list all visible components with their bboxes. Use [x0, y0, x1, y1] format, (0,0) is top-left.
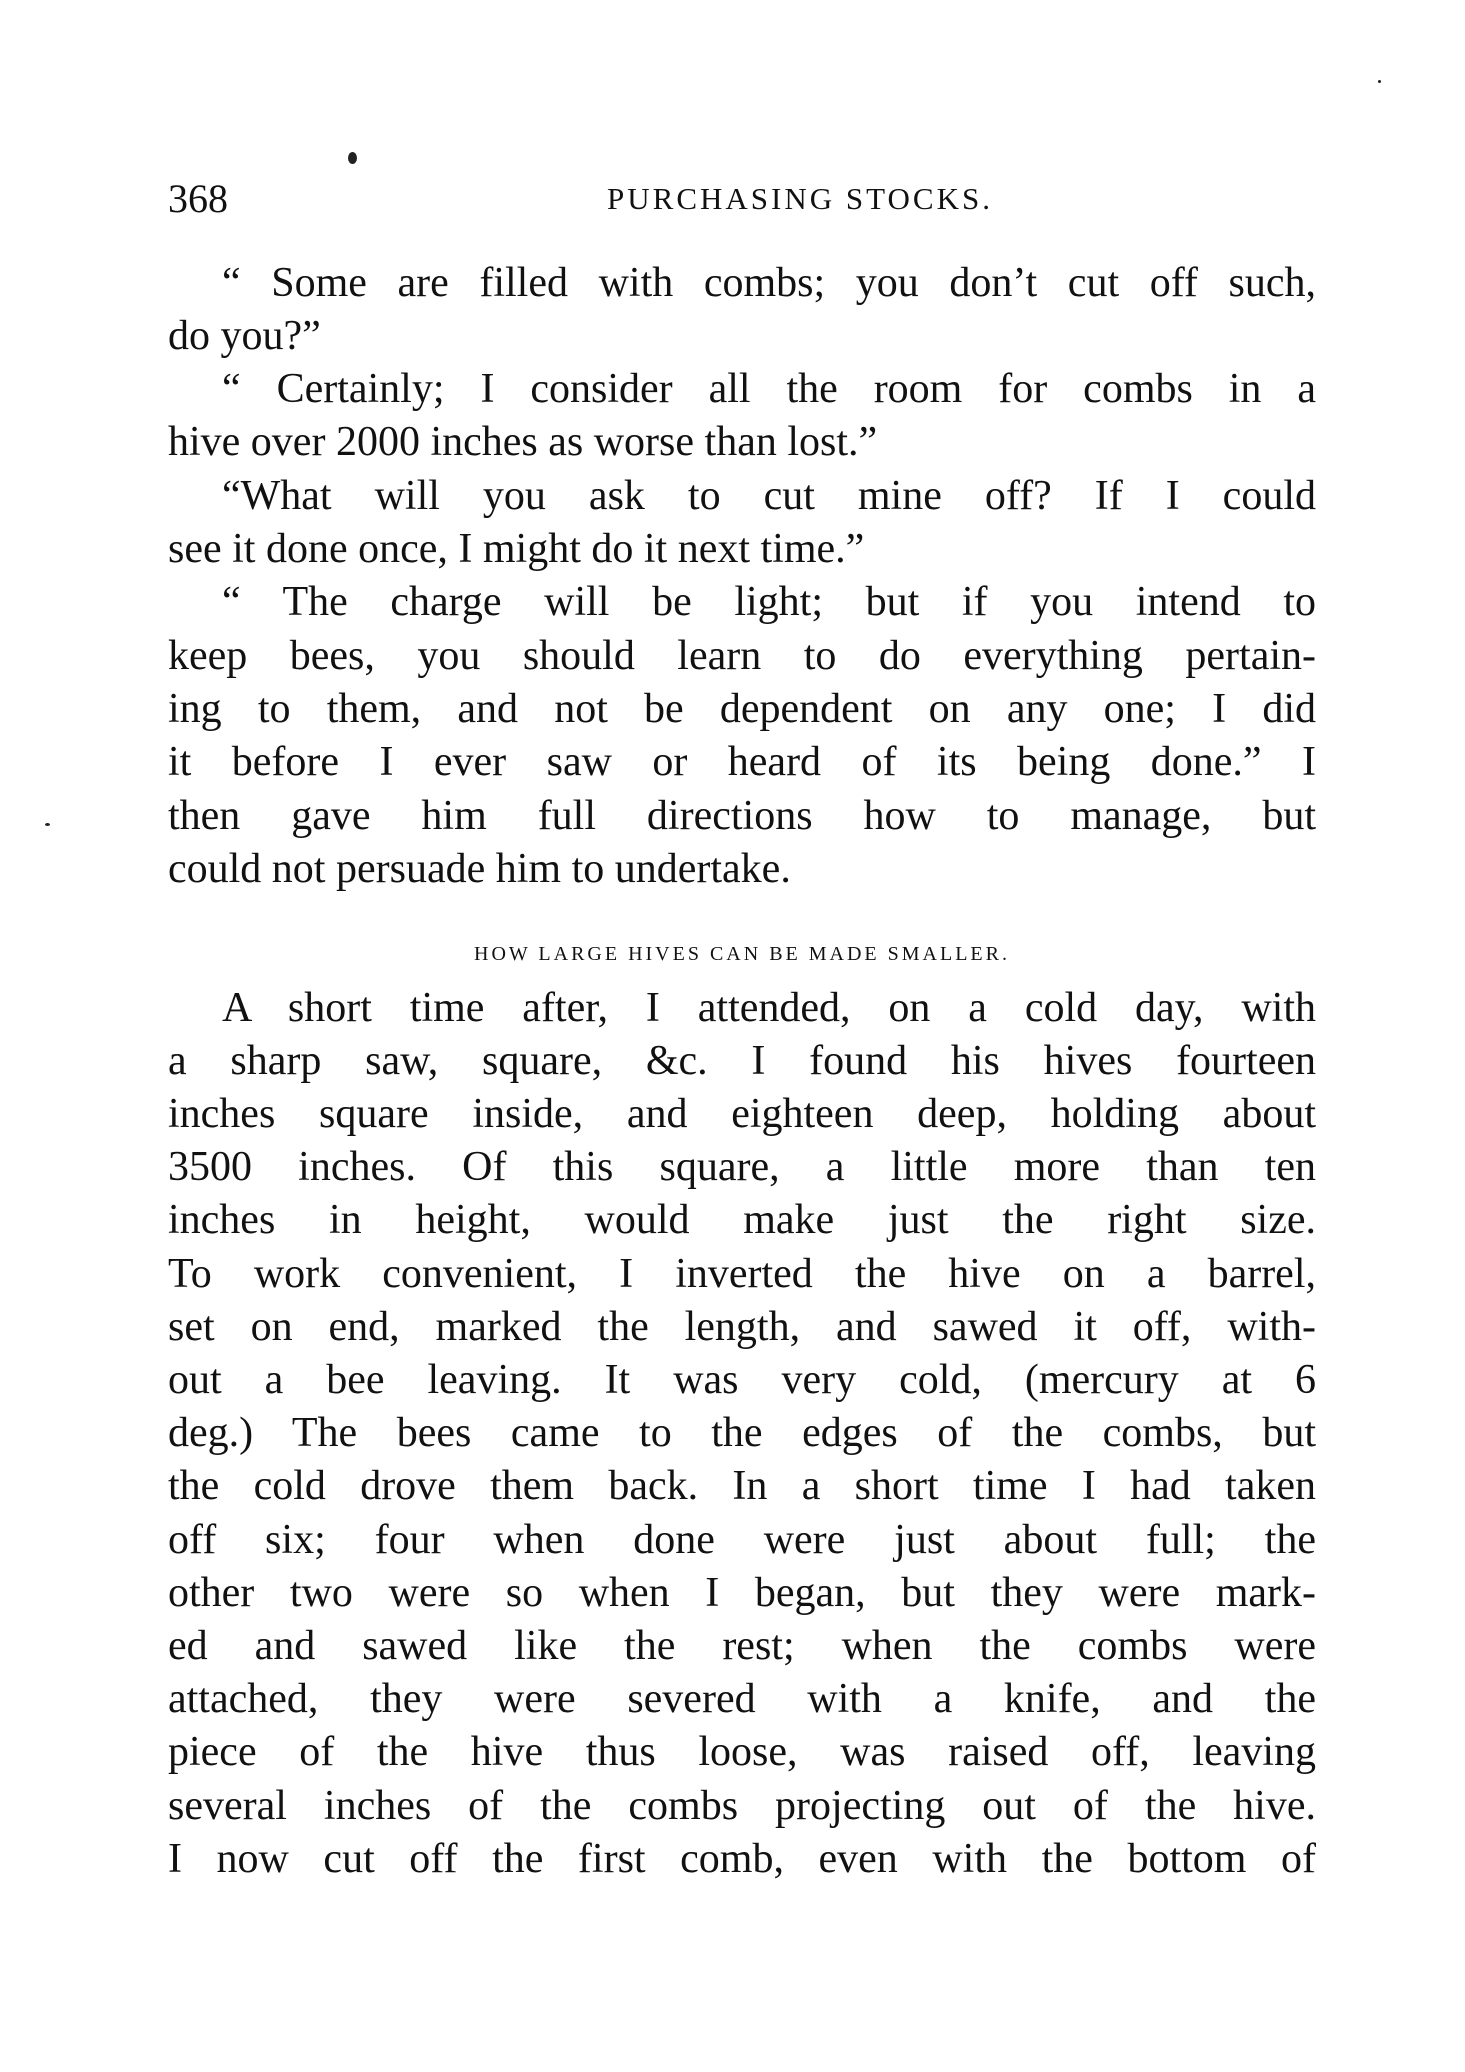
text-line: “ Certainly; I consider all the room for combs in a [222, 366, 1316, 413]
section-heading: HOW LARGE HIVES CAN BE MADE SMALLER. [474, 943, 1010, 965]
text-line: 3500 inches. Of this square, a little more than ten [168, 1144, 1316, 1191]
text-line: do you?” [168, 312, 321, 359]
text-line: deg.) The bees came to the edges of the combs, but [168, 1410, 1316, 1457]
text-line: the cold drove them back. In a short time I had taken [168, 1463, 1316, 1510]
text-line: hive over 2000 inches as worse than lost.” [168, 419, 878, 466]
page-number: 368 [168, 176, 228, 221]
text-line: “ The charge will be light; but if you intend to [222, 579, 1316, 626]
text-line: ed and sawed like the rest; when the combs were [168, 1622, 1316, 1669]
text-line: other two were so when I began, but they were mark- [168, 1569, 1316, 1616]
text-line: “What will you ask to cut mine off? If I could [222, 472, 1316, 519]
running-title: PURCHASING STOCKS. [607, 181, 993, 216]
text-line: attached, they were severed with a knife, and the [168, 1676, 1316, 1723]
ink-speck [45, 823, 50, 826]
text-line: could not persuade him to undertake. [168, 845, 791, 892]
text-line: “ Some are filled with combs; you don’t cut off such, [222, 259, 1316, 306]
ink-speck [1378, 80, 1381, 83]
text-line: keep bees, you should learn to do everything pertain- [168, 632, 1316, 679]
text-line: A short time after, I attended, on a cold day, with [222, 984, 1316, 1031]
text-line: off six; four when done were just about full; the [168, 1516, 1316, 1563]
text-line: a sharp saw, square, &c. I found his hives fourteen [168, 1037, 1316, 1084]
text-line: ing to them, and not be dependent on any one; I did [168, 685, 1316, 732]
text-line: several inches of the combs projecting out of the hive. [168, 1782, 1316, 1829]
text-line: set on end, marked the length, and sawed it off, with- [168, 1303, 1316, 1350]
text-line: I now cut off the first comb, even with the bottom of [168, 1835, 1316, 1882]
text-line: inches in height, would make just the right size. [168, 1197, 1316, 1244]
text-line: piece of the hive thus loose, was raised off, leaving [168, 1729, 1316, 1776]
text-line: inches square inside, and eighteen deep, holding about [168, 1090, 1316, 1137]
text-line: out a bee leaving. It was very cold, (mercury at 6 [168, 1356, 1316, 1403]
text-line: then gave him full directions how to manage, but [168, 792, 1316, 839]
text-line: see it done once, I might do it next time.” [168, 526, 865, 572]
text-line: To work convenient, I inverted the hive on a barrel, [168, 1250, 1316, 1297]
text-line: it before I ever saw or heard of its being done.” I [168, 739, 1316, 786]
ink-speck [348, 152, 357, 164]
